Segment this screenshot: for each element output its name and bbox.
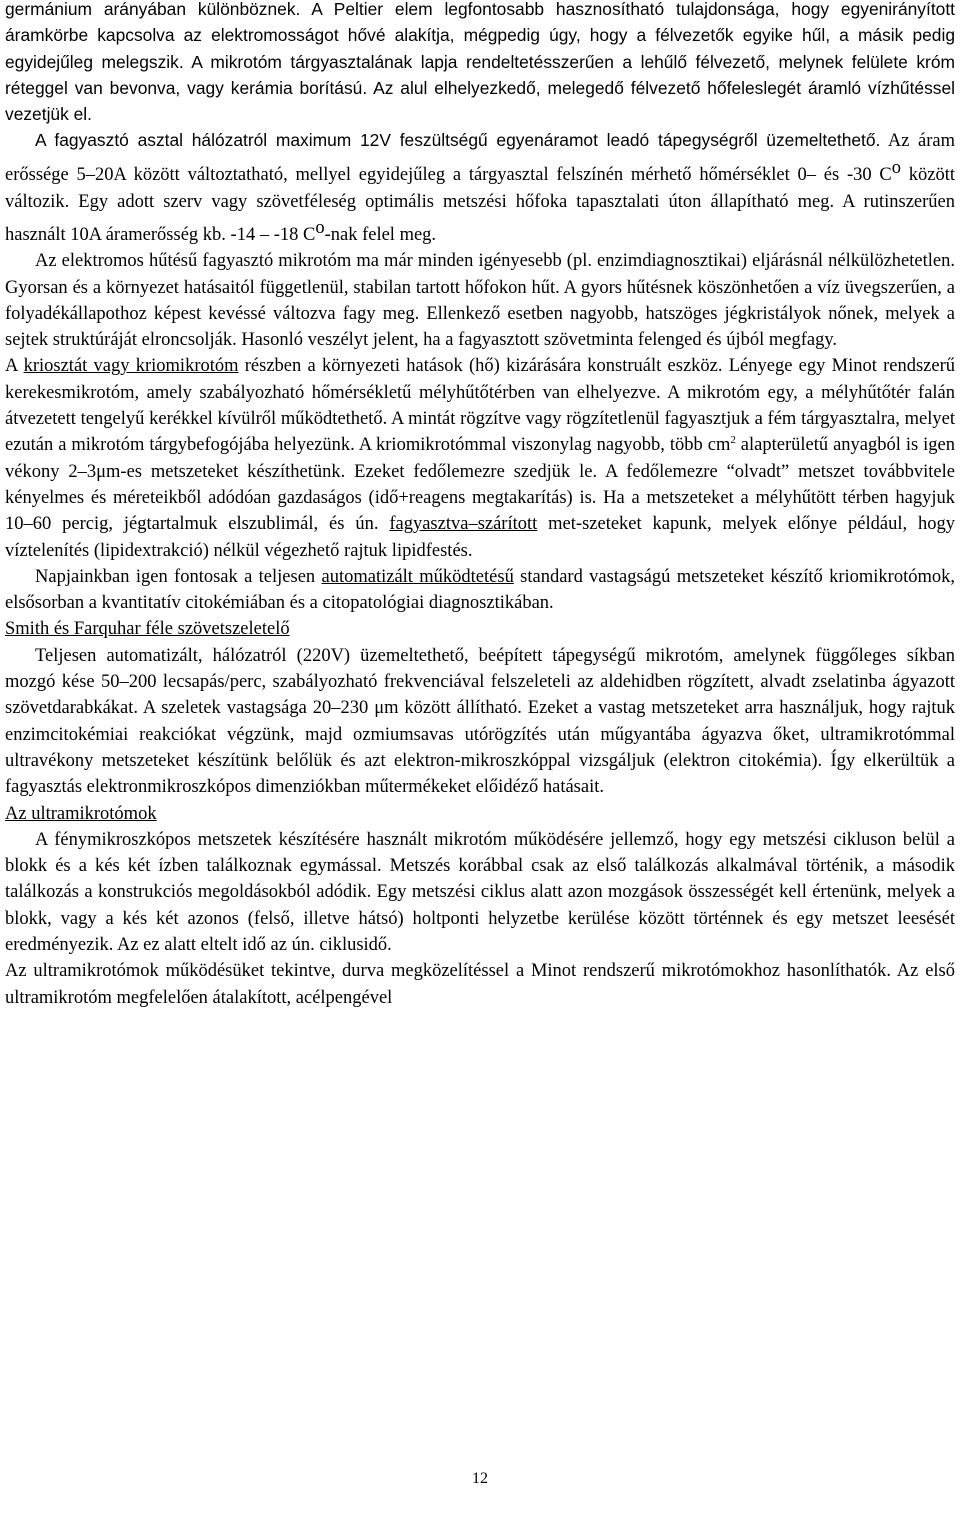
paragraph-cryostat [5,353,955,563]
paragraph-electric-cooling-text: Az elektromos hűtésű fagyasztó mikrotóm ma már minden igényesebb (pl. enzimdiagnosztikai) eljárásnál nélkülözhetetlen. Gyorsan és a környezet hatásaitól függetlenül, stabilan tartott hőfokon hűt. A gyors hűtésnek köszönhetően a víz üvegszerűen, a folyadékállapothoz képest kevéssé változva fagy meg. Ellenkező esetben nagyobb, hatszöges jégkristályok nőnek, melyek a sejtek struktúráját elroncsolják. Hasonló veszélyt jelent, ha a fagyasztott szövetminta felenged és újból megfagy. [5,251,955,351]
section-heading-ultramicrotomes-text: Az ultramikrotómok [5,803,157,824]
section-heading-ultramicrotomes [5,801,955,827]
area-unit-superscript: 2 [730,434,736,447]
paragraph-freezing-table [5,127,955,248]
degree-superscript: o [315,218,325,239]
paragraph-freezing-table-text-a: A fagyasztó asztal hálózatról maximum 12V feszültségű egyenáramot leadó tápegységről üzemeltethető. [35,130,881,151]
paragraph-freezing-table-text-c: között változik. [5,164,955,212]
paragraph-ultramicrotome-operation [5,958,955,1011]
paragraph-cryostat-text-c: alapterületű anyagból is igen vékony 2–3μm-es metszeteket készíthetünk. Ezeket fedőlemezre szedjük le. A fedőlemezre “olvadt” metszet továbbvitele kényelmes és méreteikből adódóan gazdaságos (idő+reagens megtakarítás) is. Ha a metszeteket a mélyhűtött térben hagyjuk 10–60 percig, jégtartalmuk elszublimál, és ún. [5,435,955,535]
page-number: 12 [472,1470,488,1487]
paragraph-light-microscopy-microtome [5,827,955,958]
paragraph-freezing-table-text-e: -nak felel meg. [324,224,437,245]
paragraph-cryostat-text-a: A [5,356,18,377]
paragraph-ultramicrotome-text: Az ultramikrotómok működésüket tekintve, durva megközelítéssel a Minot rendszerű mikrotómokhoz hasonlíthatók. Az első ultramikrotóm megfelelően átalakított, acélpengével [5,961,955,1008]
paragraph-cryostat-text-b: részben a környezeti hatások (hő) kizárására konstruált eszköz. Lényege egy Minot rendszerű kerekesmikrotóm, amely szabályozható hőmérsékletű mélyhűtőtérben van elhelyezve. A mikrotóm egy, a mélyhűtőtér falán átvezetett tengelyű kerékkel kívülről működtethető. A mintát rögzítve vagy rögzítetlenül fagyasztjuk a fém tárgyasztalra, melyet ezután a mikrotóm tárgybefogójába helyezünk. A kriomikrotómmal viszonylag nagyobb, több cm [5,356,955,456]
text-column [5,0,955,1011]
paragraph-automated-cryomicrotome [5,564,955,617]
paragraph-peltier [5,0,955,127]
section-heading-smith-farquhar-text: Smith és Farquhar féle szövetszeletelő [5,619,290,640]
paragraph-electric-cooling [5,248,955,353]
paragraph-freezing-table-text-d: Egy adott szerv vagy szövetféleség optimális metszési hőfoka tapasztalati úton állapítható meg. A rutinszerűen használt 10A áramerősség kb. -14 – -18 C [5,191,955,245]
section-heading-smith-farquhar [5,616,955,642]
paragraph-peltier-text: germánium arányában különböznek. A Peltier elem legfontosabb hasznosítható tulajdonsága, hogy egyenirányított áramkörbe kapcsolva az elektromosságot hővé alakítja, mégpedig úgy, hogy a félvezetők egyike hűl, a másik pedig egyidejűleg melegszik. A mikrotóm tárgyasztalának lapja rendeltetésszerűen a lehűlő félvezető, melynek felülete króm réteggel van bevonva, vagy kerámia borítású. Az alul elhelyezkedő, melegedő félvezető hőfeleslegét áramló vízhűtéssel vezetjük el. [5,0,955,125]
paragraph-smith-farquhar [5,643,955,801]
paragraph-smith-farquhar-text: Teljesen automatizált, hálózatról (220V) üzemeltethető, beépített tápegységű mikrotóm, amelynek függőleges síkban mozgó kése 50–200 lecsapás/perc, szabályozható frekvenciával felszeleteli az aldehidben rögzített, alvadt zselatinba ágyazott szövetdarabkákat. A szeletek vastagsága 20–230 μm között állítható. Ezeket a vastag metszeteket arra használjuk, hogy rajtuk enzimcitokémiai reakciókat végzünk, majd ozmiumsavas utórögzítés után műgyantába ágyazva őket, ultramikrotómmal ultravékony metszeteket készítünk belőlük és azt elektron-mikroszkóppal vizsgáljuk (elektron citokémia). Így elkerültük a fagyasztás elektronmikroszkópos dimenziókban műtermékeket előidéző hatásait. [5,645,955,798]
paragraph-light-microscopy-text: A fénymikroszkópos metszetek készítésére használt mikrotóm működésére jellemző, hogy egy metszési cikluson belül a blokk és a kés két ízben találkoznak egymással. Metszés korábbal csak az első találkozás alkalmával történik, a második találkozás a konstrukciós megoldásokból adódik. Egy metszési ciklus alatt azon mozgások összességét kell értenünk, melyek a blokk, vagy a kés két azonos (felső, illetve hátsó) holtponti helyzetbe kerülése között történnek és egy metszet leesését eredményezik. Az ez alatt eltelt idő az ún. ciklusidő. [5,829,955,955]
degree-superscript: o [891,157,901,178]
paragraph-cryostat-text-d: met-szeteket kapunk, melyek előnye például, hogy víztelenítés (lipidextrakció) nélkül végezhető rajtuk lipidfestés. [5,514,955,561]
term-cryostat: kriosztát vagy kriomikrotóm [23,356,239,377]
paragraph-automated-text-b: standard vastagságú metszeteket készítő kriomikrotómok, elsősorban a kvantitatív citokémiában és a citopatológiai diagnosztikában. [5,566,955,614]
term-freeze-dried: fagyasztva–szárított [389,514,538,535]
term-automated-operation: automatizált működtetésű [321,566,514,587]
paragraph-automated-text-a: Napjainkban igen fontosak a teljesen [35,566,322,587]
paragraph-freezing-table-text-b: Az áram erőssége 5–20A között változtatható, mellyel egyidejűleg a tárgyasztal felszínén mérhető hőmérséklet 0– és -30 C [5,131,955,185]
